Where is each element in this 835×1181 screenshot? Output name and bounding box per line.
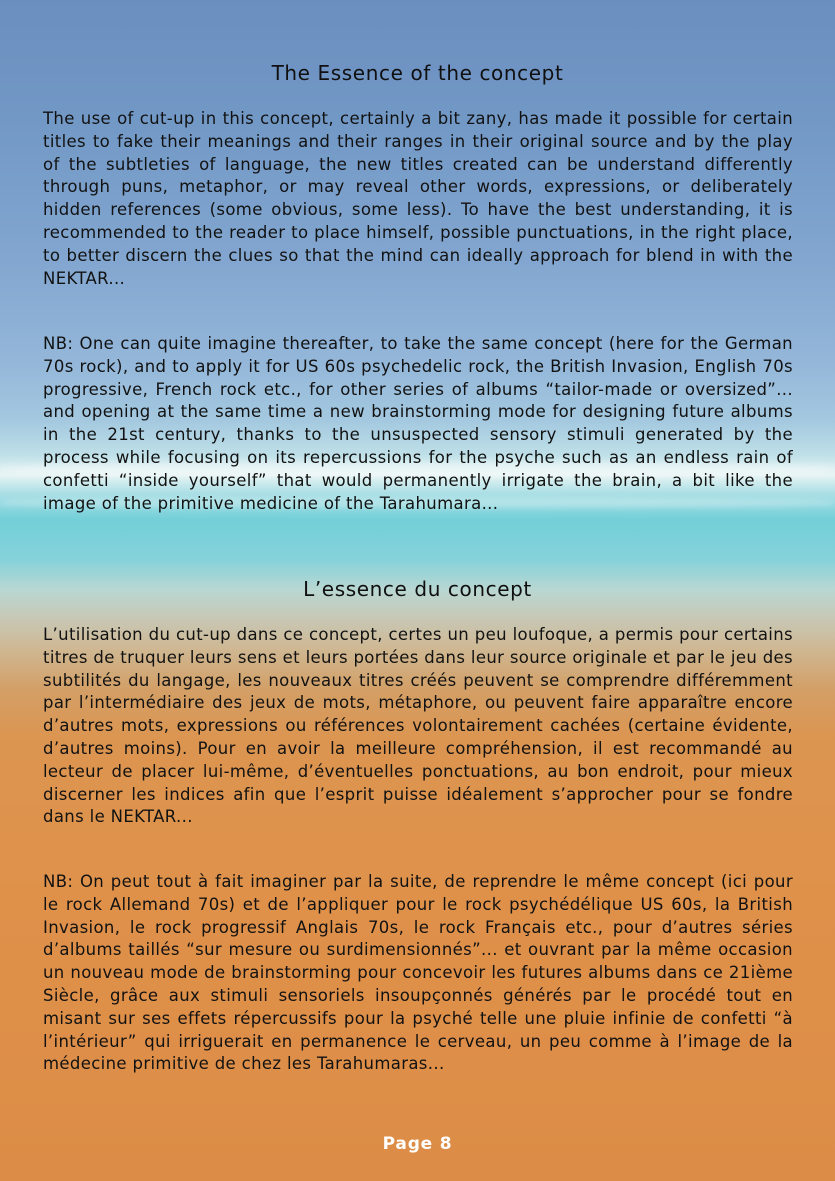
french-paragraph-1: L’utilisation du cut-up dans ce concept, certes un peu loufoque, a permis pour certains titres de truquer leurs sens et leurs portées dans leur source originale et par le jeu des subtilités du langage, les nouveaux titres créés peuvent se comprendre différemment par l’intermédiaire des jeux de mots, métaphore, ou peuvent faire apparaître encore d’autres mots, expressions ou références volontairement cachées (certaine évidente, d’autres moins). Pour en avoir la meilleure compréhension, il est recommandé au lecteur de placer lui-même, d’éventuelles ponctuations, au bon endroit, pour mieux discerner les indices afin que l’esprit puisse idéalement s’approcher pour se fondre dans le NEKTAR... <box>43 625 793 827</box>
english-title: The Essence of the concept <box>271 61 564 85</box>
french-paragraph-2: NB: On peut tout à fait imaginer par la suite, de reprendre le même concept (ici pour le rock Allemand 70s) et de l’appliquer pour le rock psychédélique US 60s, la British Invasion, le rock progressif Anglais 70s, le rock Français etc., pour d’autres séries d’albums taillés “sur mesure ou surdimensionnés”... et ouvrant par la même occasion un nouveau mode de brainstorming pour concevoir les futures albums dans ce 21ième Siècle, grâce aux stimuli sensoriels insoupçonnés générés par le procédé tout en misant sur ses effets répercussifs pour la psyché telle une pluie infinie de confetti “à l’intérieur” qui irriguerait en permanence le cerveau, un peu comme à l’image de la médecine primitive de chez les Tarahumaras... <box>43 872 793 1074</box>
french-title: L’essence du concept <box>303 577 532 601</box>
page-number: Page 8 <box>382 1134 453 1154</box>
english-paragraph-1: The use of cut-up in this concept, certainly a bit zany, has made it possible for certain titles to fake their meanings and their ranges in their original source and by the play of the subtleties of language, the new titles created can be understand differently through puns, metaphor, or may reveal other words, expressions, or deliberately hidden references (some obvious, some less). To have the best understanding, it is recommended to the reader to place himself, possible punctuations, in the right place, to better discern the clues so that the mind can ideally approach for blend in with the NEKTAR... <box>43 109 793 288</box>
english-paragraph-2: NB: One can quite imagine thereafter, to take the same concept (here for the German 70s rock), and to apply it for US 60s psychedelic rock, the British Invasion, English 70s progressive, French rock etc., for other series of albums “tailor-made or oversized”... and opening at the same time a new brainstorming mode for designing future albums in the 21st century, thanks to the unsuspected sensory stimuli generated by the process while focusing on its repercussions for the psyche such as an endless rain of confetti “inside yourself” that would permanently irrigate the brain, a bit like the image of the primitive medicine of the Tarahumara... <box>43 334 793 513</box>
